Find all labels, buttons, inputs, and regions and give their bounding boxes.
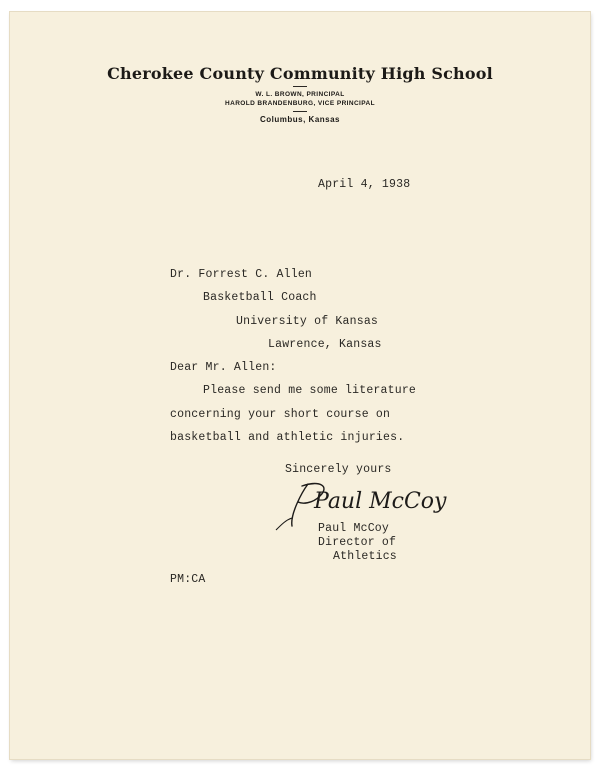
principal-line: W. L. BROWN, PRINCIPAL xyxy=(255,91,345,98)
school-city: Columbus, Kansas xyxy=(259,115,340,124)
typist-initials: PM:CA xyxy=(170,573,206,586)
letterhead-rule-top xyxy=(293,86,307,87)
letter-date: April 4, 1938 xyxy=(318,178,411,191)
recipient-title: Basketball Coach xyxy=(203,291,317,304)
body-line: Please send me some literature xyxy=(203,384,417,397)
letter-page xyxy=(10,12,590,759)
closing: Sincerely yours xyxy=(285,463,392,476)
signature-text: Paul McCoy xyxy=(314,489,447,514)
signer-name: Paul McCoy xyxy=(318,522,390,535)
recipient-city: Lawrence, Kansas xyxy=(268,338,382,351)
vice-principal-line: HAROLD BRANDENBURG, VICE PRINCIPAL xyxy=(225,100,375,107)
letterhead xyxy=(10,64,590,124)
school-name: Cherokee County Community High School xyxy=(107,64,493,83)
recipient-name: Dr. Forrest C. Allen xyxy=(170,268,313,281)
recipient-org: University of Kansas xyxy=(236,315,379,328)
signer-title-line-2: Athletics xyxy=(333,550,397,563)
signer-title-line-1: Director of xyxy=(318,536,397,549)
body-line: basketball and athletic injuries. xyxy=(170,431,405,444)
body-line: concerning your short course on xyxy=(170,408,391,421)
letterhead-rule-bottom xyxy=(293,111,307,112)
salutation: Dear Mr. Allen: xyxy=(170,361,277,374)
